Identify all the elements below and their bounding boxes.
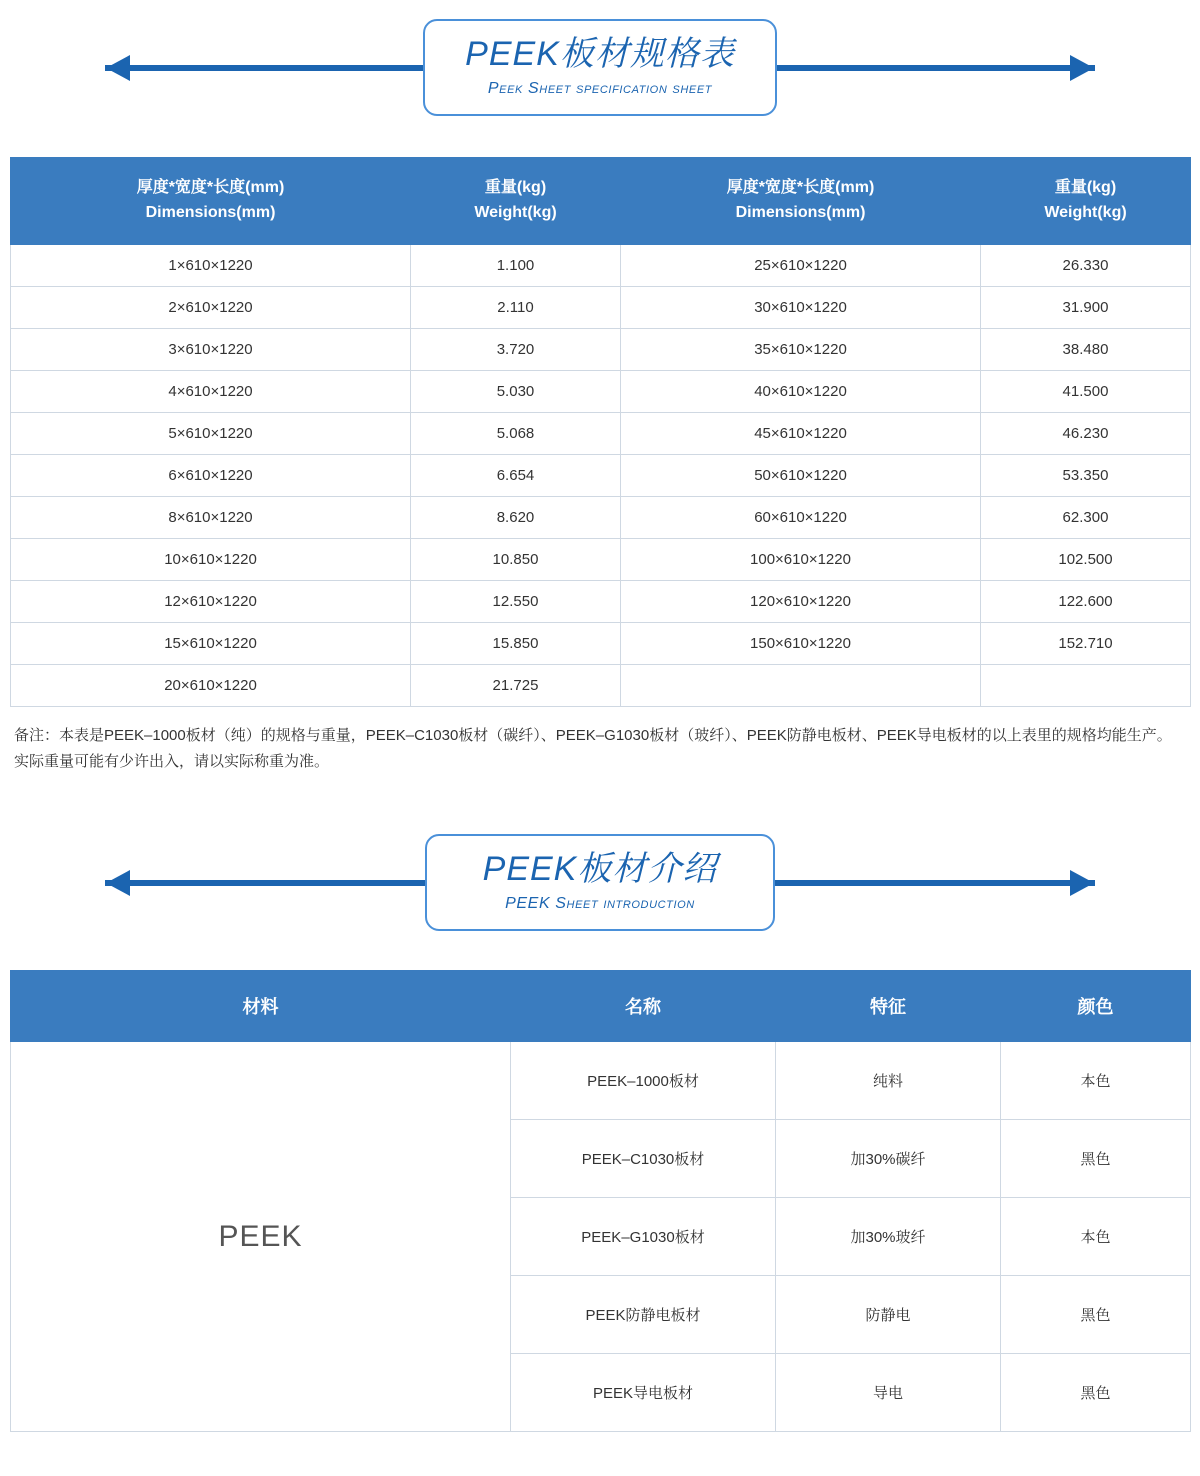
table-row [11, 412, 1191, 454]
table-cell [621, 664, 981, 706]
table-row [11, 454, 1191, 496]
table-cell: 5×610×1220 [11, 412, 411, 454]
table-cell: 纯料 [776, 1042, 1001, 1120]
table-row [11, 1042, 1191, 1120]
table-cell: 3.720 [411, 328, 621, 370]
table-cell: 122.600 [981, 580, 1191, 622]
table-cell: 3×610×1220 [11, 328, 411, 370]
table-cell: 120×610×1220 [621, 580, 981, 622]
table-cell: 152.710 [981, 622, 1191, 664]
table-cell: 本色 [1001, 1042, 1191, 1120]
spec-header-cn: 厚度*宽度*长度(mm) [726, 179, 875, 196]
intro-header-name: 名称 [511, 971, 776, 1042]
spec-header-cell [411, 158, 621, 245]
spec-banner-box [423, 19, 777, 116]
table-cell: 1×610×1220 [11, 244, 411, 286]
intro-banner-title: PEEK板材介绍 [482, 850, 718, 889]
intro-banner [0, 815, 1200, 950]
table-cell: 150×610×1220 [621, 622, 981, 664]
table-cell: 102.500 [981, 538, 1191, 580]
intro-table-wrap [10, 970, 1190, 1432]
table-cell: 6.654 [411, 454, 621, 496]
intro-table [10, 970, 1191, 1432]
table-cell: 31.900 [981, 286, 1191, 328]
table-cell: 40×610×1220 [621, 370, 981, 412]
table-cell: PEEK防静电板材 [511, 1276, 776, 1354]
arrow-left-icon [106, 55, 130, 81]
table-cell: 加30%玻纤 [776, 1198, 1001, 1276]
table-row [11, 286, 1191, 328]
table-row [11, 538, 1191, 580]
table-cell: 15×610×1220 [11, 622, 411, 664]
table-row [11, 580, 1191, 622]
table-cell: 12.550 [411, 580, 621, 622]
spec-table-header-row [11, 158, 1191, 245]
spec-header-cn: 厚度*宽度*长度(mm) [136, 179, 285, 196]
table-cell: 12×610×1220 [11, 580, 411, 622]
spec-header-cell [11, 158, 411, 245]
intro-banner-subtitle: PEEK Sheet introduction [505, 895, 695, 913]
table-cell: 防静电 [776, 1276, 1001, 1354]
spec-table [10, 157, 1191, 707]
table-cell: 8.620 [411, 496, 621, 538]
table-cell: 45×610×1220 [621, 412, 981, 454]
table-cell: 本色 [1001, 1198, 1191, 1276]
table-cell: 35×610×1220 [621, 328, 981, 370]
table-cell: 导电 [776, 1354, 1001, 1432]
table-cell: 黑色 [1001, 1276, 1191, 1354]
intro-table-header-row [11, 971, 1191, 1042]
spec-table-wrap [10, 157, 1190, 707]
table-cell: PEEK导电板材 [511, 1354, 776, 1432]
spec-header-en: Weight(kg) [1044, 203, 1127, 221]
table-cell: 50×610×1220 [621, 454, 981, 496]
table-cell: 加30%碳纤 [776, 1120, 1001, 1198]
spec-header-cell [981, 158, 1191, 245]
table-cell: 21.725 [411, 664, 621, 706]
intro-material-cell: PEEK [11, 1042, 511, 1432]
table-cell: 53.350 [981, 454, 1191, 496]
table-cell: 46.230 [981, 412, 1191, 454]
spec-header-en: Weight(kg) [474, 203, 557, 221]
table-row [11, 496, 1191, 538]
table-cell: 10×610×1220 [11, 538, 411, 580]
table-row [11, 622, 1191, 664]
arrow-left-icon [106, 870, 130, 896]
table-cell: 黑色 [1001, 1354, 1191, 1432]
table-cell: 30×610×1220 [621, 286, 981, 328]
table-cell: 4×610×1220 [11, 370, 411, 412]
table-cell: 100×610×1220 [621, 538, 981, 580]
spec-banner-title: PEEK板材规格表 [465, 34, 735, 73]
table-cell: 38.480 [981, 328, 1191, 370]
table-cell: 1.100 [411, 244, 621, 286]
table-cell: 20×610×1220 [11, 664, 411, 706]
table-cell: 62.300 [981, 496, 1191, 538]
table-cell: 25×610×1220 [621, 244, 981, 286]
table-cell: PEEK–C1030板材 [511, 1120, 776, 1198]
spec-header-cn: 重量(kg) [1054, 179, 1117, 196]
table-cell [981, 664, 1191, 706]
table-cell: 2.110 [411, 286, 621, 328]
table-row [11, 328, 1191, 370]
table-cell: 5.068 [411, 412, 621, 454]
intro-header-feature: 特征 [776, 971, 1001, 1042]
table-cell: 15.850 [411, 622, 621, 664]
table-cell: 26.330 [981, 244, 1191, 286]
intro-banner-box [425, 834, 775, 931]
table-cell: 黑色 [1001, 1120, 1191, 1198]
table-row [11, 244, 1191, 286]
table-cell: 2×610×1220 [11, 286, 411, 328]
intro-header-material: 材料 [11, 971, 511, 1042]
table-cell: 60×610×1220 [621, 496, 981, 538]
spec-table-note: 备注：本表是PEEK–1000板材（纯）的规格与重量，PEEK–C1030板材（碳纤）、PEEK–G1030板材（玻纤）、PEEK防静电板材、PEEK导电板材的以上表里的规格均能生产。实际重量可能有少许出入，请以实际称重为准。 [14, 726, 1172, 770]
spec-banner [0, 0, 1200, 135]
spec-banner-subtitle: Peek Sheet specification sheet [487, 80, 713, 98]
arrow-right-icon [1070, 55, 1094, 81]
table-cell: 6×610×1220 [11, 454, 411, 496]
intro-header-color: 颜色 [1001, 971, 1191, 1042]
table-cell: 10.850 [411, 538, 621, 580]
table-cell: 5.030 [411, 370, 621, 412]
table-cell: PEEK–1000板材 [511, 1042, 776, 1120]
table-cell: 41.500 [981, 370, 1191, 412]
spec-header-en: Dimensions(mm) [735, 203, 866, 221]
bottom-spacer [0, 1432, 1200, 1450]
arrow-right-icon [1070, 870, 1094, 896]
table-cell: PEEK–G1030板材 [511, 1198, 776, 1276]
spec-header-cell [621, 158, 981, 245]
table-row [11, 370, 1191, 412]
table-cell: 8×610×1220 [11, 496, 411, 538]
spec-header-en: Dimensions(mm) [145, 203, 276, 221]
table-row [11, 664, 1191, 706]
spec-header-cn: 重量(kg) [484, 179, 547, 196]
